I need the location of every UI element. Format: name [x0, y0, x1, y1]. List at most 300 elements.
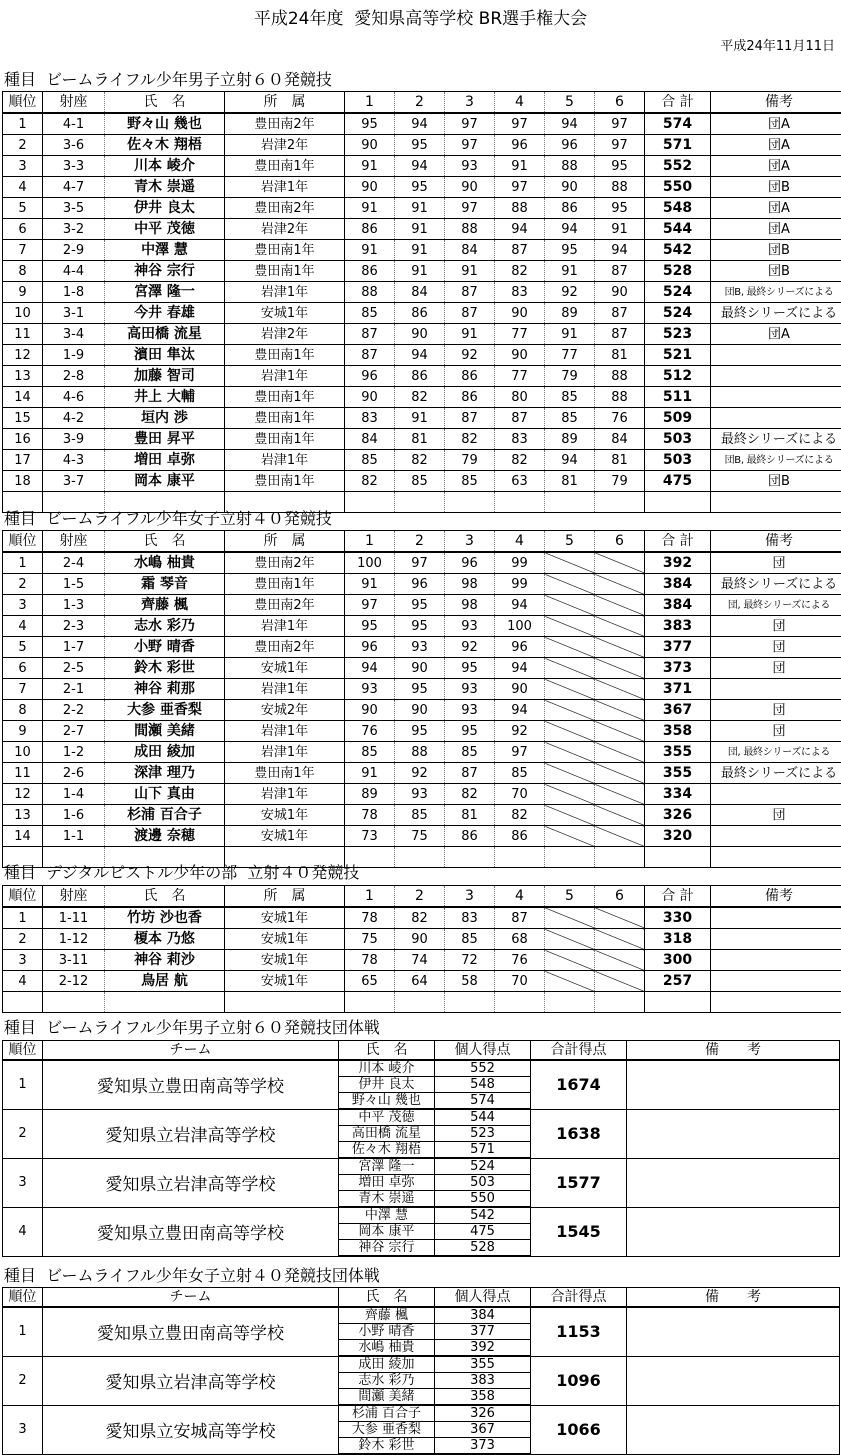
col-series-4: 99	[495, 574, 545, 595]
col-rank: 2	[3, 929, 43, 950]
col-lane: 1-4	[43, 784, 105, 805]
team-total: 1096	[531, 1356, 627, 1405]
col-series-5	[545, 784, 595, 805]
col-total: 542	[645, 240, 711, 261]
team-total: 1545	[531, 1207, 627, 1256]
col-series-2: 85	[395, 471, 445, 492]
table-row	[3, 219, 841, 240]
col-series-5	[545, 763, 595, 784]
col-affiliation-header: 所 属	[225, 531, 345, 553]
col-series-1: 75	[345, 929, 395, 950]
col-series-1: 86	[345, 261, 395, 282]
col-total: 503	[645, 450, 711, 471]
col-total: 475	[645, 471, 711, 492]
empty-cell	[445, 847, 495, 868]
empty-cell	[345, 992, 395, 1013]
col-total: 373	[645, 658, 711, 679]
col-series-4: 97	[495, 113, 545, 135]
col-name: 杉浦 百合子	[105, 805, 225, 826]
empty-cell	[395, 847, 445, 868]
col-series-4: 63	[495, 471, 545, 492]
col-remarks	[711, 971, 841, 992]
team-rank: 4	[3, 1207, 43, 1256]
member-score: 544	[435, 1109, 531, 1126]
col-lane: 1-7	[43, 637, 105, 658]
col-remarks: 最終シリーズによる	[711, 429, 841, 450]
col-rank: 18	[3, 471, 43, 492]
col-affiliation: 岩津1年	[225, 679, 345, 700]
col-total: 334	[645, 784, 711, 805]
col-affiliation-header: 所 属	[225, 92, 345, 114]
col-affiliation: 豊田南1年	[225, 763, 345, 784]
member-name: 増田 卓弥	[339, 1175, 435, 1191]
col-lane: 2-1	[43, 679, 105, 700]
col-remarks: 団	[711, 700, 841, 721]
col-name: 間瀬 美緒	[105, 721, 225, 742]
col-series-2: 92	[395, 763, 445, 784]
team-total: 1638	[531, 1109, 627, 1158]
col-series-5	[545, 574, 595, 595]
col-series-2: 82	[395, 907, 445, 929]
col-affiliation: 豊田南2年	[225, 198, 345, 219]
team-remarks	[627, 1356, 840, 1405]
col-rank: 11	[3, 763, 43, 784]
col-total: 511	[645, 387, 711, 408]
col-series-4: 70	[495, 784, 545, 805]
col-name: 神谷 莉那	[105, 679, 225, 700]
team-rank: 2	[3, 1356, 43, 1405]
col-series-2: 95	[395, 135, 445, 156]
member-score: 571	[435, 1142, 531, 1159]
col-series-4: 90	[495, 679, 545, 700]
col-name: 中平 茂徳	[105, 219, 225, 240]
col-series-2: 88	[395, 742, 445, 763]
team-name: 愛知県立安城高等学校	[43, 1405, 339, 1454]
col-total: 318	[645, 929, 711, 950]
col-series-2: 90	[395, 929, 445, 950]
col-series-5: 85	[545, 408, 595, 429]
col-series-4-header: 4	[495, 531, 545, 553]
col-series-2: 90	[395, 658, 445, 679]
col-series-1: 91	[345, 156, 395, 177]
col-rank-header: 順位	[3, 1041, 43, 1061]
col-series-3: 87	[445, 408, 495, 429]
col-series-1: 90	[345, 135, 395, 156]
col-name: 宮澤 隆一	[105, 282, 225, 303]
team-name: 愛知県立豊田南高等学校	[43, 1207, 339, 1256]
col-series-5	[545, 616, 595, 637]
col-series-4: 97	[495, 742, 545, 763]
col-team-total-header: 合計得点	[531, 1288, 627, 1308]
col-total: 367	[645, 700, 711, 721]
col-lane-header: 射座	[43, 531, 105, 553]
col-rank-header: 順位	[3, 92, 43, 114]
col-series-6	[595, 805, 645, 826]
table-row	[3, 198, 841, 219]
col-name: 井上 大輔	[105, 387, 225, 408]
col-series-3: 86	[445, 366, 495, 387]
member-name: 杉浦 百合子	[339, 1405, 435, 1422]
col-series-1: 87	[345, 324, 395, 345]
col-affiliation: 安城1年	[225, 950, 345, 971]
col-affiliation: 岩津1年	[225, 616, 345, 637]
col-series-6: 90	[595, 282, 645, 303]
member-score: 574	[435, 1093, 531, 1110]
table-row	[3, 408, 841, 429]
col-series-3-header: 3	[445, 92, 495, 114]
col-affiliation: 岩津2年	[225, 324, 345, 345]
col-series-3: 85	[445, 929, 495, 950]
member-score: 524	[435, 1158, 531, 1175]
col-total: 528	[645, 261, 711, 282]
col-series-4: 94	[495, 219, 545, 240]
col-name: 霜 琴音	[105, 574, 225, 595]
col-series-6	[595, 971, 645, 992]
col-series-4: 90	[495, 345, 545, 366]
col-series-5	[545, 742, 595, 763]
col-series-6: 88	[595, 387, 645, 408]
section-title-women-rifle: 種目 ビームライフル少年女子立射４０発競技	[4, 510, 332, 528]
team-rank: 1	[3, 1060, 43, 1109]
col-total: 355	[645, 763, 711, 784]
col-remarks	[711, 387, 841, 408]
col-series-2: 91	[395, 198, 445, 219]
col-series-3-header: 3	[445, 886, 495, 908]
col-series-2: 94	[395, 113, 445, 135]
empty-cell	[545, 847, 595, 868]
header-row	[3, 1288, 840, 1308]
col-name: 鳥居 航	[105, 971, 225, 992]
col-rank: 11	[3, 324, 43, 345]
empty-cell	[225, 992, 345, 1013]
col-rank: 6	[3, 219, 43, 240]
col-remarks: 団	[711, 721, 841, 742]
col-rank: 6	[3, 658, 43, 679]
col-series-6: 88	[595, 177, 645, 198]
col-series-6	[595, 595, 645, 616]
col-series-2: 95	[395, 721, 445, 742]
col-lane: 3-6	[43, 135, 105, 156]
col-rank: 7	[3, 240, 43, 261]
col-series-6	[595, 552, 645, 574]
table-row	[3, 826, 841, 847]
team-remarks	[627, 1109, 840, 1158]
member-name: 鈴木 彩世	[339, 1438, 435, 1455]
col-series-5: 94	[545, 450, 595, 471]
col-series-1: 85	[345, 303, 395, 324]
col-series-2: 90	[395, 700, 445, 721]
col-rank-header: 順位	[3, 531, 43, 553]
col-remarks	[711, 679, 841, 700]
col-series-1: 100	[345, 552, 395, 574]
col-series-2: 95	[395, 177, 445, 198]
col-team-total-header: 合計得点	[531, 1041, 627, 1061]
col-lane: 2-2	[43, 700, 105, 721]
col-lane: 4-1	[43, 113, 105, 135]
col-total: 524	[645, 303, 711, 324]
col-series-3: 87	[445, 282, 495, 303]
empty-cell	[395, 992, 445, 1013]
col-member-score-header: 個人得点	[435, 1041, 531, 1061]
col-series-5	[545, 721, 595, 742]
member-name: 青木 崇遥	[339, 1191, 435, 1208]
col-series-2: 95	[395, 616, 445, 637]
col-series-2-header: 2	[395, 886, 445, 908]
col-series-4: 68	[495, 929, 545, 950]
col-total: 521	[645, 345, 711, 366]
col-affiliation: 安城1年	[225, 658, 345, 679]
table-row	[3, 721, 841, 742]
col-series-3-header: 3	[445, 531, 495, 553]
col-name: 神谷 莉沙	[105, 950, 225, 971]
col-series-3: 72	[445, 950, 495, 971]
member-score: 355	[435, 1356, 531, 1373]
col-series-1: 94	[345, 658, 395, 679]
col-remarks: 団A	[711, 219, 841, 240]
page-title: 平成24年度 愛知県高等学校 BR選手権大会	[0, 8, 841, 30]
col-lane: 3-4	[43, 324, 105, 345]
col-remarks: 最終シリーズによる	[711, 574, 841, 595]
table-row	[3, 784, 841, 805]
col-series-5-header: 5	[545, 531, 595, 553]
col-name: 佐々木 翔梧	[105, 135, 225, 156]
col-rank: 4	[3, 177, 43, 198]
member-name: 間瀬 美緒	[339, 1389, 435, 1406]
col-lane: 3-7	[43, 471, 105, 492]
col-lane: 1-3	[43, 595, 105, 616]
col-affiliation: 豊田南2年	[225, 595, 345, 616]
col-remarks: 団, 最終シリーズによる	[711, 742, 841, 763]
col-lane: 1-12	[43, 929, 105, 950]
col-name: 高田橋 流星	[105, 324, 225, 345]
col-series-4: 96	[495, 637, 545, 658]
col-rank: 1	[3, 907, 43, 929]
col-rank: 1	[3, 552, 43, 574]
col-remarks: 最終シリーズによる	[711, 303, 841, 324]
col-series-6	[595, 907, 645, 929]
col-rank-header: 順位	[3, 1288, 43, 1308]
team-name: 愛知県立岩津高等学校	[43, 1158, 339, 1207]
col-series-1: 90	[345, 700, 395, 721]
col-series-2: 97	[395, 552, 445, 574]
empty-cell	[711, 492, 841, 513]
col-rank: 10	[3, 742, 43, 763]
col-total: 574	[645, 113, 711, 135]
col-member-score-header: 個人得点	[435, 1288, 531, 1308]
col-series-5: 95	[545, 240, 595, 261]
member-name: 齊藤 楓	[339, 1307, 435, 1324]
empty-cell	[645, 992, 711, 1013]
table-row	[3, 805, 841, 826]
col-total: 524	[645, 282, 711, 303]
col-series-4-header: 4	[495, 92, 545, 114]
col-lane: 3-3	[43, 156, 105, 177]
col-rank: 15	[3, 408, 43, 429]
section-title-men-team: 種目 ビームライフル少年男子立射６０発競技団体戦	[4, 1019, 380, 1037]
col-series-4: 88	[495, 198, 545, 219]
col-affiliation: 豊田南1年	[225, 345, 345, 366]
member-score: 503	[435, 1175, 531, 1191]
col-series-5-header: 5	[545, 886, 595, 908]
col-series-2: 84	[395, 282, 445, 303]
member-name: 水嶋 柚貴	[339, 1340, 435, 1357]
empty-cell	[345, 492, 395, 513]
col-remarks: 団B	[711, 471, 841, 492]
col-lane: 1-9	[43, 345, 105, 366]
col-series-1: 78	[345, 950, 395, 971]
col-series-5	[545, 637, 595, 658]
col-series-1-header: 1	[345, 531, 395, 553]
member-name: 神谷 宗行	[339, 1240, 435, 1257]
col-series-5: 77	[545, 345, 595, 366]
col-series-4: 87	[495, 907, 545, 929]
col-total: 544	[645, 219, 711, 240]
table-row	[3, 429, 841, 450]
empty-cell	[595, 492, 645, 513]
team-remarks	[627, 1307, 840, 1356]
col-remarks: 団	[711, 552, 841, 574]
table-row	[3, 616, 841, 637]
team-name: 愛知県立豊田南高等学校	[43, 1307, 339, 1356]
empty-cell	[43, 992, 105, 1013]
col-lane: 2-7	[43, 721, 105, 742]
section-title-women-team: 種目 ビームライフル少年女子立射４０発競技団体戦	[4, 1267, 380, 1285]
col-series-4: 76	[495, 950, 545, 971]
team-table-men	[2, 1040, 840, 1257]
col-rank: 14	[3, 387, 43, 408]
team-member-row	[3, 1158, 840, 1175]
col-series-6: 87	[595, 261, 645, 282]
col-series-6-header: 6	[595, 886, 645, 908]
col-affiliation: 安城1年	[225, 303, 345, 324]
col-series-1: 87	[345, 345, 395, 366]
col-series-4-header: 4	[495, 886, 545, 908]
col-series-3: 97	[445, 198, 495, 219]
col-series-4: 85	[495, 763, 545, 784]
col-remarks: 団B	[711, 177, 841, 198]
col-total: 377	[645, 637, 711, 658]
col-series-5	[545, 805, 595, 826]
section-title-digital-pistol: 種目 デジタルピストル少年の部 立射４０発競技	[4, 864, 359, 882]
team-remarks	[627, 1405, 840, 1454]
col-total: 509	[645, 408, 711, 429]
empty-cell	[495, 992, 545, 1013]
member-name: 岡本 康平	[339, 1224, 435, 1240]
col-series-5	[545, 552, 595, 574]
team-total: 1153	[531, 1307, 627, 1356]
col-series-4: 70	[495, 971, 545, 992]
col-series-3: 93	[445, 679, 495, 700]
col-lane: 2-5	[43, 658, 105, 679]
table-row	[3, 595, 841, 616]
team-table-women	[2, 1287, 840, 1455]
col-series-6: 91	[595, 219, 645, 240]
table-row	[3, 324, 841, 345]
col-series-3: 96	[445, 552, 495, 574]
col-remarks: 団	[711, 805, 841, 826]
team-member-row	[3, 1109, 840, 1126]
results-table-men-rifle	[2, 91, 841, 513]
col-series-1: 91	[345, 240, 395, 261]
header-row	[3, 531, 841, 553]
table-row	[3, 366, 841, 387]
col-series-5: 89	[545, 429, 595, 450]
col-name: 渡邊 奈穂	[105, 826, 225, 847]
col-total-header: 合 計	[645, 886, 711, 908]
col-name: 大参 亜香梨	[105, 700, 225, 721]
col-series-6: 97	[595, 135, 645, 156]
col-series-5: 88	[545, 156, 595, 177]
col-series-4: 90	[495, 303, 545, 324]
col-series-6	[595, 763, 645, 784]
col-lane: 2-6	[43, 763, 105, 784]
col-rank: 2	[3, 574, 43, 595]
col-series-3: 93	[445, 616, 495, 637]
col-series-6: 84	[595, 429, 645, 450]
col-series-3: 91	[445, 261, 495, 282]
col-affiliation: 安城2年	[225, 700, 345, 721]
col-series-2: 86	[395, 303, 445, 324]
col-name: 濱田 隼汰	[105, 345, 225, 366]
results-table-digital-pistol	[2, 885, 841, 1013]
col-total: 384	[645, 595, 711, 616]
member-name: 伊井 良太	[339, 1077, 435, 1093]
col-total: 330	[645, 907, 711, 929]
col-series-5: 89	[545, 303, 595, 324]
empty-cell	[645, 847, 711, 868]
team-total: 1066	[531, 1405, 627, 1454]
col-series-4: 87	[495, 408, 545, 429]
col-series-3: 86	[445, 387, 495, 408]
col-series-2: 93	[395, 637, 445, 658]
team-rank: 2	[3, 1109, 43, 1158]
col-affiliation: 安城1年	[225, 907, 345, 929]
table-row	[3, 387, 841, 408]
col-series-2: 64	[395, 971, 445, 992]
empty-cell	[595, 992, 645, 1013]
table-row	[3, 282, 841, 303]
col-remarks: 団	[711, 616, 841, 637]
col-series-2: 91	[395, 219, 445, 240]
col-series-6: 97	[595, 113, 645, 135]
team-rank: 3	[3, 1405, 43, 1454]
col-rank: 10	[3, 303, 43, 324]
col-rank: 1	[3, 113, 43, 135]
col-series-4: 100	[495, 616, 545, 637]
col-rank: 9	[3, 282, 43, 303]
team-name: 愛知県立豊田南高等学校	[43, 1060, 339, 1109]
col-series-4: 92	[495, 721, 545, 742]
member-score: 358	[435, 1389, 531, 1406]
col-series-3: 98	[445, 574, 495, 595]
col-rank: 2	[3, 135, 43, 156]
col-total: 571	[645, 135, 711, 156]
team-name: 愛知県立岩津高等学校	[43, 1356, 339, 1405]
col-affiliation: 安城1年	[225, 971, 345, 992]
member-score: 392	[435, 1340, 531, 1357]
col-name: 鈴木 彩世	[105, 658, 225, 679]
col-series-3: 79	[445, 450, 495, 471]
col-remarks	[711, 408, 841, 429]
member-score: 367	[435, 1422, 531, 1438]
col-series-4: 77	[495, 366, 545, 387]
col-series-5	[545, 658, 595, 679]
col-rank: 8	[3, 261, 43, 282]
col-name: 榎本 乃悠	[105, 929, 225, 950]
table-row	[3, 742, 841, 763]
empty-cell	[711, 847, 841, 868]
col-name: 志水 彩乃	[105, 616, 225, 637]
